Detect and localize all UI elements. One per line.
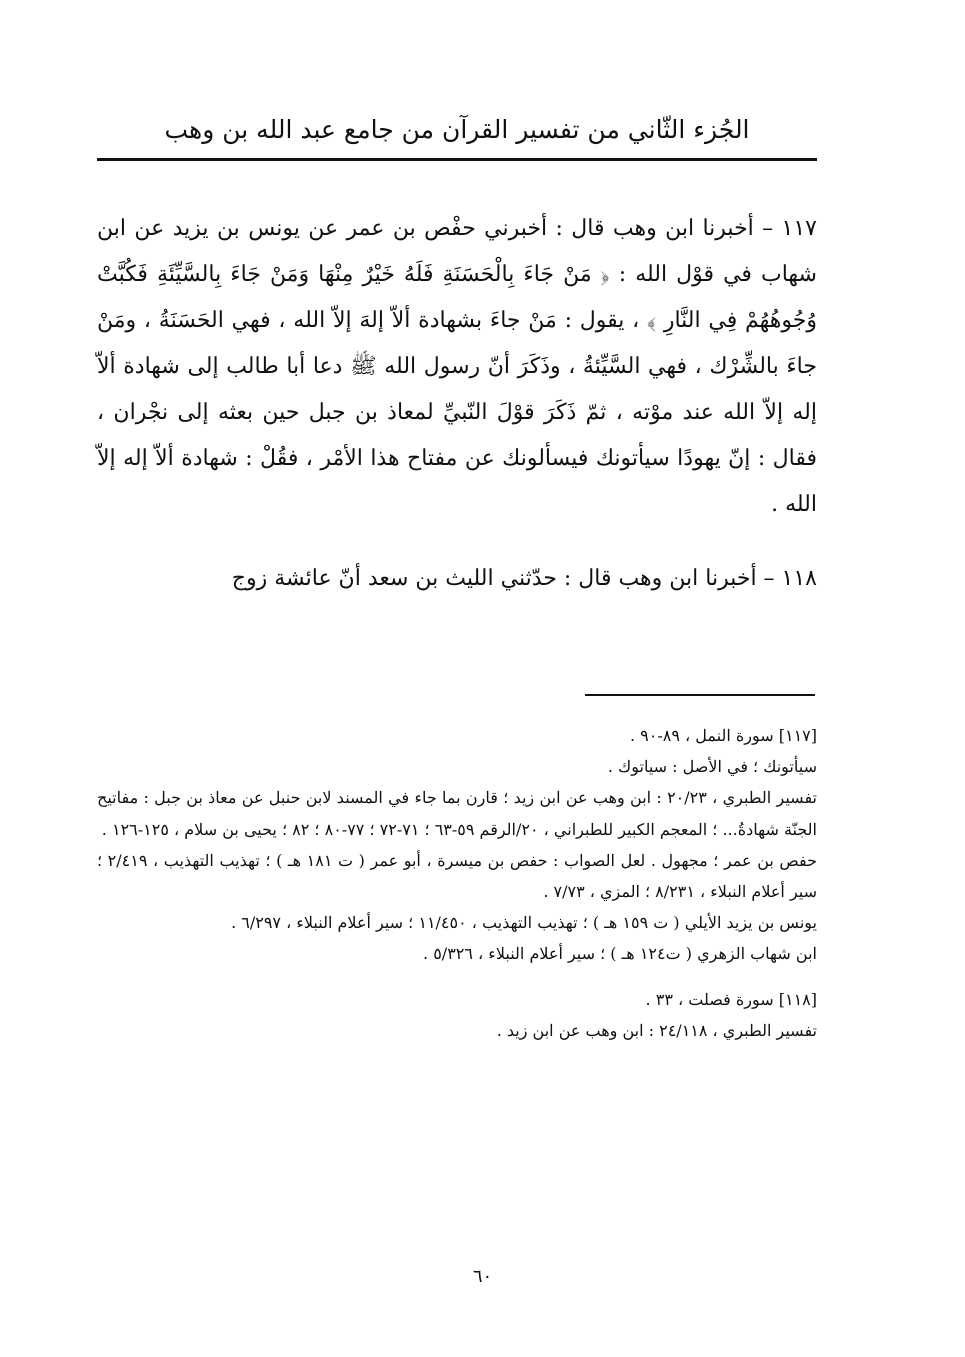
footnote-line: يونس بن يزيد الأيلي ( ت ١٥٩ هـ ) ؛ تهذيب التهذيب ، ١١/٤٥٠ ؛ سير أعلام النبلاء ، ٦/٢٩٧ . (231, 913, 817, 933)
page-number: ٦٠ (472, 1266, 493, 1287)
footnote-line: سيأتونك ؛ في الأصل : سياتوك . (607, 757, 817, 777)
footnote-line: تفسير الطبري ، ٢٠/٢٣ : ابن وهب عن ابن زيد ؛ قارن بما جاء في المسند لابن حنبل عن معاذ بن جبل : مفاتيح الجنّة شهادةُ... ؛ المعجم الكبير للطبراني ، ٢٠/الرقم ٥٩-٦٣ ؛ ٧١-٧٢ ؛ ٧٧-٨٠ ؛ ٨٢ ؛ يحيى بن سلام ، ١٢٥-١٢٦ . (97, 788, 817, 839)
footnote-line: تفسير الطبري ، ٢٤/١١٨ : ابن وهب عن ابن زيد . (496, 1020, 817, 1040)
header-rule (97, 158, 817, 161)
footnote-line: ابن شهاب الزهري ( ت١٢٤ هـ ) ؛ سير أعلام النبلاء ، ٥/٣٢٦ . (423, 944, 817, 964)
footnote-group-117 (97, 720, 817, 970)
footnote-rule (585, 694, 815, 696)
main-text (97, 206, 817, 602)
footnote-line: [١١٧] سورة النمل ، ٨٩-٩٠ . (629, 726, 817, 745)
paragraph-117: ١١٧ – أخبرنا ابن وهب قال : أخبرني حفْص بن عمر عن يونس بن يزيد عن ابن شهاب في قوْل الله : ﴿ مَنْ جَاءَ بِالْحَسَنَةِ فَلَهُ خَيْرٌ مِنْهَا وَمَنْ جَاءَ بِالسَّيِّئَةِ فَكُبَّتْ وُجُوهُهُمْ فِي النَّارِ ﴾ ، يقول : مَنْ جاءَ بشهادة ألاّ إلهَ إلاّ الله ، فهي الحَسَنَةُ ، ومَنْ جاءَ بالشِّرْك ، فهي السَّيِّئةُ ، وذَكَرَ أنّ رسول الله ﷺ دعا أبا طالب إلى شهادة ألاّ إله إلاّ الله عند موْته ، ثمّ ذَكَرَ قوْلَ النّبيِّ لمعاذ بن جبل حين بعثه إلى نجْران ، فقال : إنّ يهودًا سيأتونك فيسألونك عن مفتاح هذا الأمْر ، فقُلْ : شهادة ألاّ إله إلاّ الله . (97, 216, 817, 517)
footnote-group-118 (97, 984, 817, 1046)
footnote-line: حفص بن عمر ؛ مجهول . لعل الصواب : حفص بن ميسرة ، أبو عمر ( ت ١٨١ هـ ) ؛ تهذيب التهذيب ، ٢/٤١٩ ؛ سير أعلام النبلاء ، ٨/٢٣١ ؛ المزي ، ٧/٧٣ . (97, 850, 817, 902)
footnotes (97, 720, 817, 1046)
footnote-line: [١١٨] سورة فصلت ، ٣٣ . (645, 989, 817, 1009)
paragraph-118: ١١٨ – أخبرنا ابن وهب قال : حدّثني الليث بن سعد أنّ عائشة زوج (231, 566, 817, 591)
running-header: الجُزء الثّاني من تفسير القرآن من جامع عبد الله بن وهب (164, 115, 750, 144)
